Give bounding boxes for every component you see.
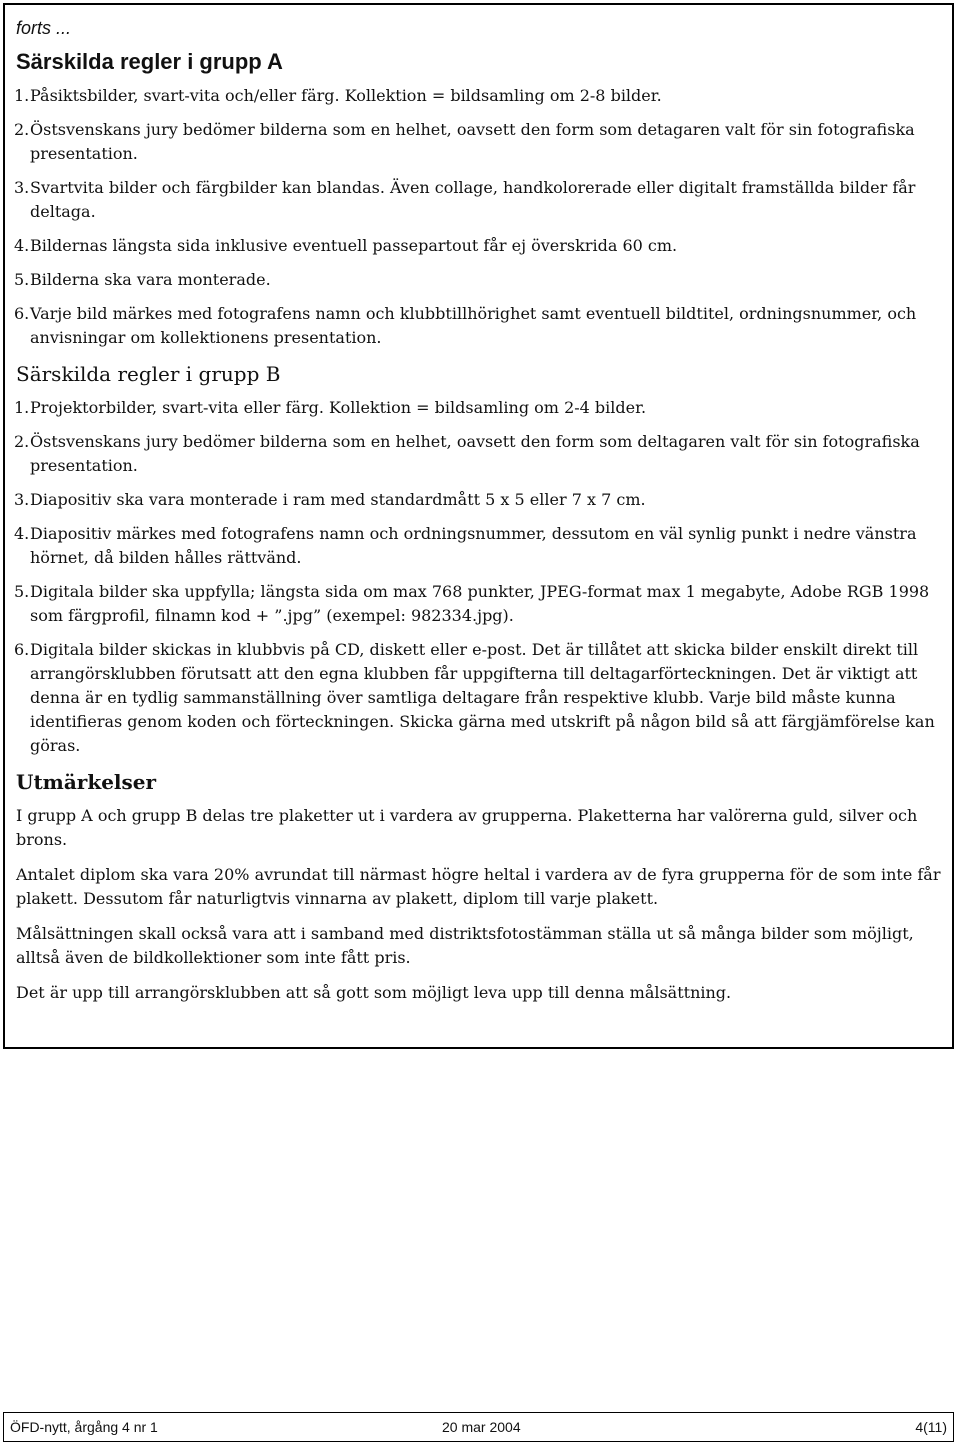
item-number: 3. — [14, 490, 30, 509]
item-number: 6. — [14, 304, 30, 323]
item-number: 5. — [14, 270, 30, 289]
list-item — [14, 118, 944, 166]
list-item — [14, 638, 944, 758]
awards-paragraph: Målsättningen skall också vara att i samband med distriktsfotostämman ställa ut så många bilder som möjligt, alltså även de bildkollektioner som inte fått pris. — [16, 924, 914, 967]
item-text: Digitala bilder skickas in klubbvis på CD, diskett eller e-post. Det är tillåtet att skicka bilder enskilt direkt till arrangörsklubben förutsatt att den egna klubben får uppgifterna till deltagarförteckningen. Det är viktigt att denna är en tydlig sammanställning över samtliga deltagare från respektive klubb. Varje bild måste kunna identifieras genom koden och förteckningen. Skicka gärna med utskrift på någon bild så att färgjämförelse kan göras. — [30, 640, 935, 755]
footer-publication: ÖFD-nytt, årgång 4 nr 1 — [10, 1419, 158, 1435]
list-item — [14, 396, 944, 420]
item-number: 5. — [14, 582, 30, 601]
continuation-label: forts ... — [16, 18, 72, 38]
group-b-rules — [14, 396, 944, 758]
item-text: Bildernas längsta sida inklusive eventuell passepartout får ej överskrida 60 cm. — [30, 236, 678, 255]
list-item — [14, 430, 944, 478]
item-text: Varje bild märkes med fotografens namn och klubbtillhörighet samt eventuell bildtitel, ordningsnummer, och anvisningar om kollektionens presentation. — [30, 304, 917, 347]
item-number: 3. — [14, 178, 30, 197]
item-number: 1. — [14, 86, 30, 105]
list-item — [14, 580, 944, 628]
item-text: Digitala bilder ska uppfylla; längsta sida om max 768 punkter, JPEG-format max 1 megabyte, Adobe RGB 1998 som färgprofil, filnamn kod + ”.jpg” (exempel: 982334.jpg). — [30, 582, 930, 625]
footer-date: 20 mar 2004 — [442, 1419, 521, 1435]
item-text: Projektorbilder, svart-vita eller färg. Kollektion = bildsamling om 2-4 bilder. — [30, 398, 647, 417]
awards-paragraph: Det är upp till arrangörsklubben att så gott som möjligt leva upp till denna målsättning. — [16, 983, 732, 1002]
list-item — [14, 84, 944, 108]
item-number: 6. — [14, 640, 30, 659]
item-text: Diapositiv märkes med fotografens namn och ordningsnummer, dessutom en väl synlig punkt i nedre vänstra hörnet, då bilden hålles rättvänd. — [30, 524, 917, 567]
awards-paragraph: Antalet diplom ska vara 20% avrundat till närmast högre heltal i vardera av de fyra grupperna för de som inte får plakett. Dessutom får naturligtvis vinnarna av plakett, diplom till varje plakett. — [16, 865, 941, 908]
item-text: Påsiktsbilder, svart-vita och/eller färg. Kollektion = bildsamling om 2-8 bilder. — [30, 86, 662, 105]
item-number: 2. — [14, 432, 30, 451]
footer-page-number: 4(11) — [915, 1419, 947, 1435]
group-a-heading: Särskilda regler i grupp A — [16, 49, 283, 74]
item-number: 4. — [14, 524, 30, 543]
item-text: Östsvenskans jury bedömer bilderna som en helhet, oavsett den form som deltagaren valt för sin fotografiska presentation. — [30, 432, 920, 475]
list-item — [14, 234, 944, 258]
list-item — [14, 488, 944, 512]
item-number: 2. — [14, 120, 30, 139]
item-text: Svartvita bilder och färgbilder kan blandas. Även collage, handkolorerade eller digitalt framställda bilder får deltaga. — [30, 178, 916, 221]
list-item — [14, 522, 944, 570]
item-number: 1. — [14, 398, 30, 417]
item-text: Östsvenskans jury bedömer bilderna som en helhet, oavsett den form som detagaren valt för sin fotografiska presentation. — [30, 120, 915, 163]
list-item — [14, 268, 944, 292]
awards-heading: Utmärkelser — [16, 770, 157, 794]
awards-paragraph: I grupp A och grupp B delas tre plaketter ut i vardera av grupperna. Plaketterna har valörerna guld, silver och brons. — [16, 806, 918, 849]
item-text: Diapositiv ska vara monterade i ram med standardmått 5 x 5 eller 7 x 7 cm. — [30, 490, 646, 509]
item-number: 4. — [14, 236, 30, 255]
list-item — [14, 302, 944, 350]
item-text: Bilderna ska vara monterade. — [30, 270, 271, 289]
document-body — [14, 14, 944, 1016]
group-a-rules — [14, 84, 944, 350]
list-item — [14, 176, 944, 224]
page-footer — [3, 1412, 954, 1442]
group-b-heading: Särskilda regler i grupp B — [16, 362, 281, 386]
